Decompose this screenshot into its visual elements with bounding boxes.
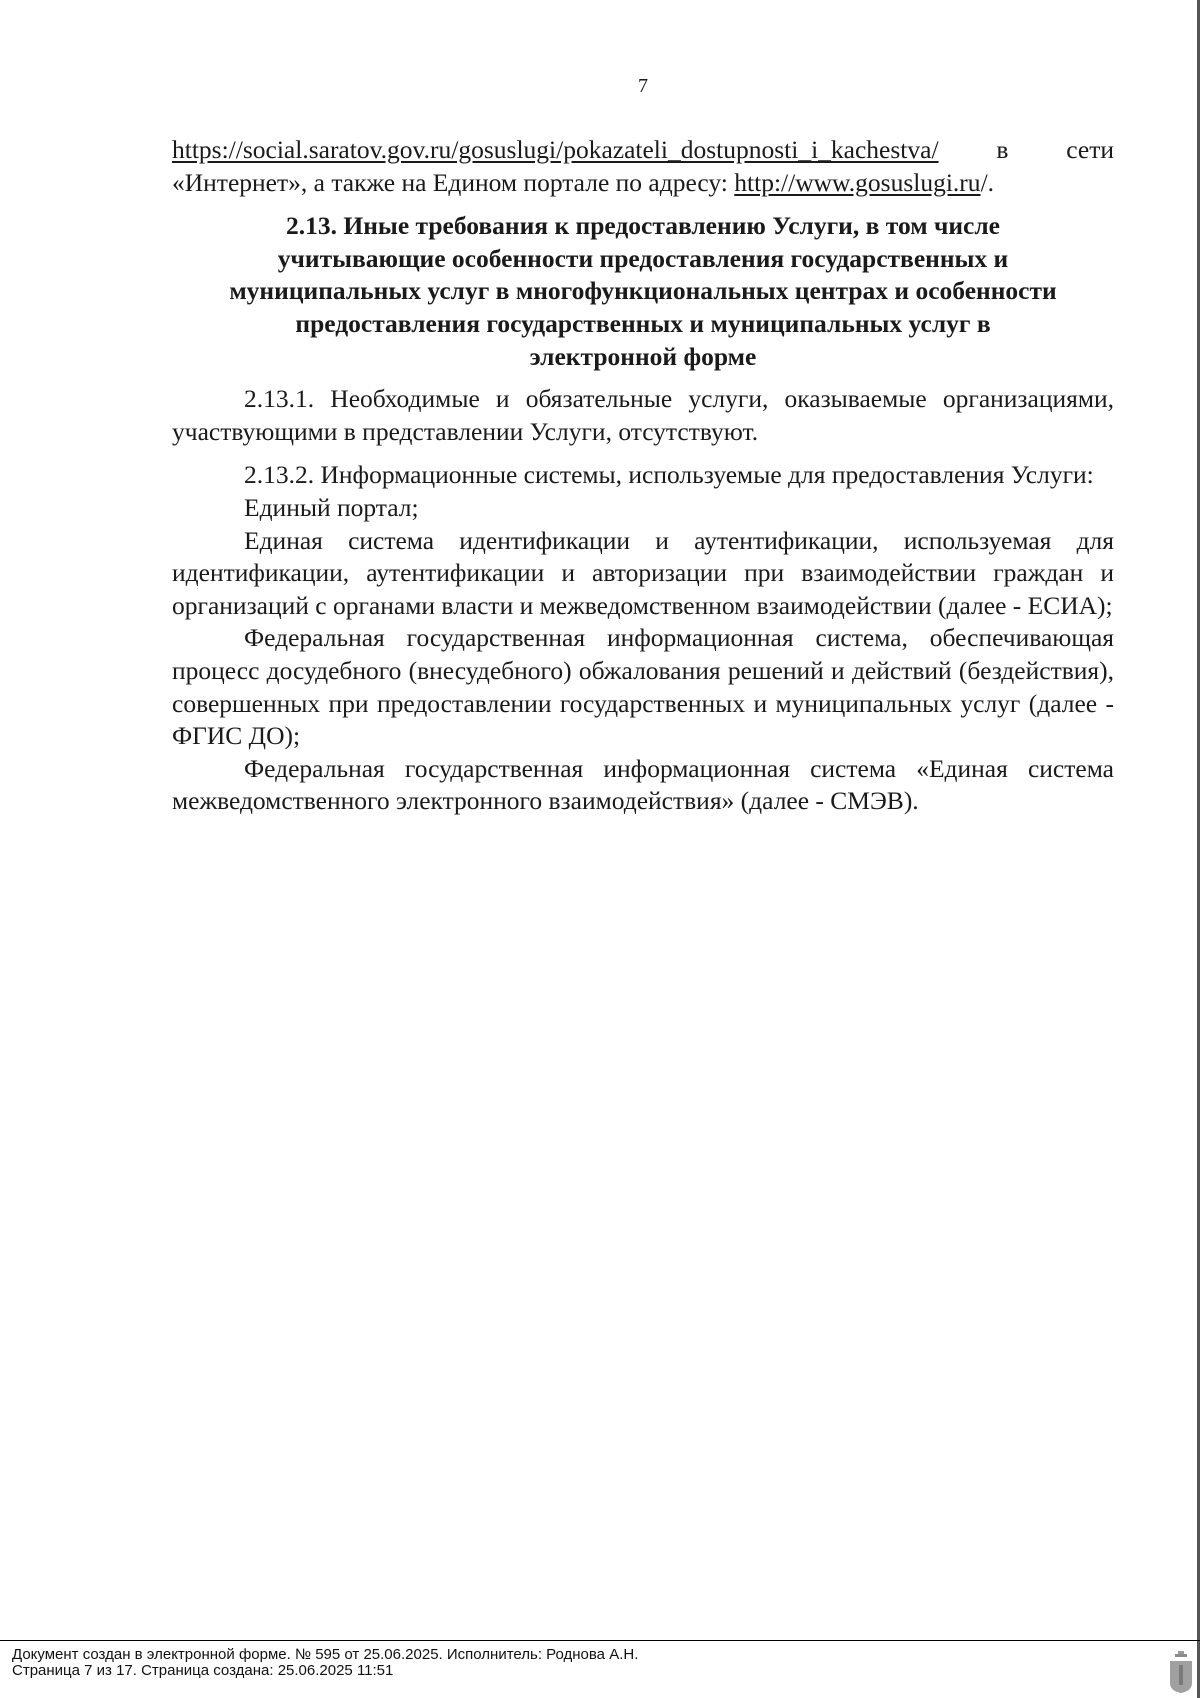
clause-number: 2.13.2. <box>244 460 315 490</box>
intro-text: в сети «Интернет», а также на Едином портале по адресу: <box>172 135 1114 197</box>
footer-text <box>12 1647 638 1679</box>
list-item: Единый портал; <box>244 492 419 522</box>
clause-number: 2.13.1. <box>244 384 315 414</box>
document-body <box>172 134 1114 818</box>
intro-text-end: /. <box>980 167 995 197</box>
list-item: Федеральная государственная информационная система, обеспечивающая процесс досудебного (внесудебного) обжалования решений и действий (бездействия), совершенных при предоставлении государственных и муниципальных услуг (далее - ФГИС ДО); <box>172 623 1114 751</box>
clause-text: Необходимые и обязательные услуги, оказываемые организациями, участвующими в представлении Услуги, отсутствуют. <box>172 384 1115 446</box>
section-heading <box>172 210 1114 373</box>
link-quality-indicators[interactable]: https://social.saratov.gov.ru/gosuslugi/pokazateli_dostupnosti_i_kachestva/ <box>172 135 939 164</box>
heading-line: электронной форме <box>529 341 757 371</box>
footer-line: Страница 7 из 17. Страница создана: 25.06.2025 11:51 <box>12 1662 394 1679</box>
clause-text: Информационные системы, используемые для предоставления Услуги: <box>320 460 1094 490</box>
list-item: Единая система идентификации и аутентификации, используемая для идентификации, аутентификации и авторизации при взаимодействии граждан и организаций с органами власти и межведомственном взаимодействии (далее - ЕСИА); <box>172 525 1114 620</box>
page-number: 7 <box>638 75 648 97</box>
heading-line: 2.13. Иные требования к предоставлению Услуги, в том числе <box>286 211 1000 241</box>
clause-2-13-1 <box>172 383 1114 448</box>
list-item: Федеральная государственная информационная система «Единая система межведомственного электронного взаимодействия» (далее - СМЭВ). <box>172 753 1114 816</box>
heading-line: муниципальных услуг в многофункциональных центрах и особенности <box>229 276 1057 306</box>
document-footer <box>0 1640 1200 1679</box>
coat-of-arms-icon <box>1168 1649 1194 1693</box>
heading-line: предоставления государственных и муниципальных услуг в <box>295 308 991 338</box>
intro-paragraph <box>172 134 1114 199</box>
clause-2-13-2 <box>172 459 1114 492</box>
heading-line: учитывающие особенности предоставления государственных и <box>277 243 1009 273</box>
footer-line: Документ создан в электронной форме. № 595 от 25.06.2025. Исполнитель: Роднова А.Н. <box>12 1646 639 1663</box>
link-gosuslugi[interactable]: http://www.gosuslugi.ru <box>734 167 981 197</box>
